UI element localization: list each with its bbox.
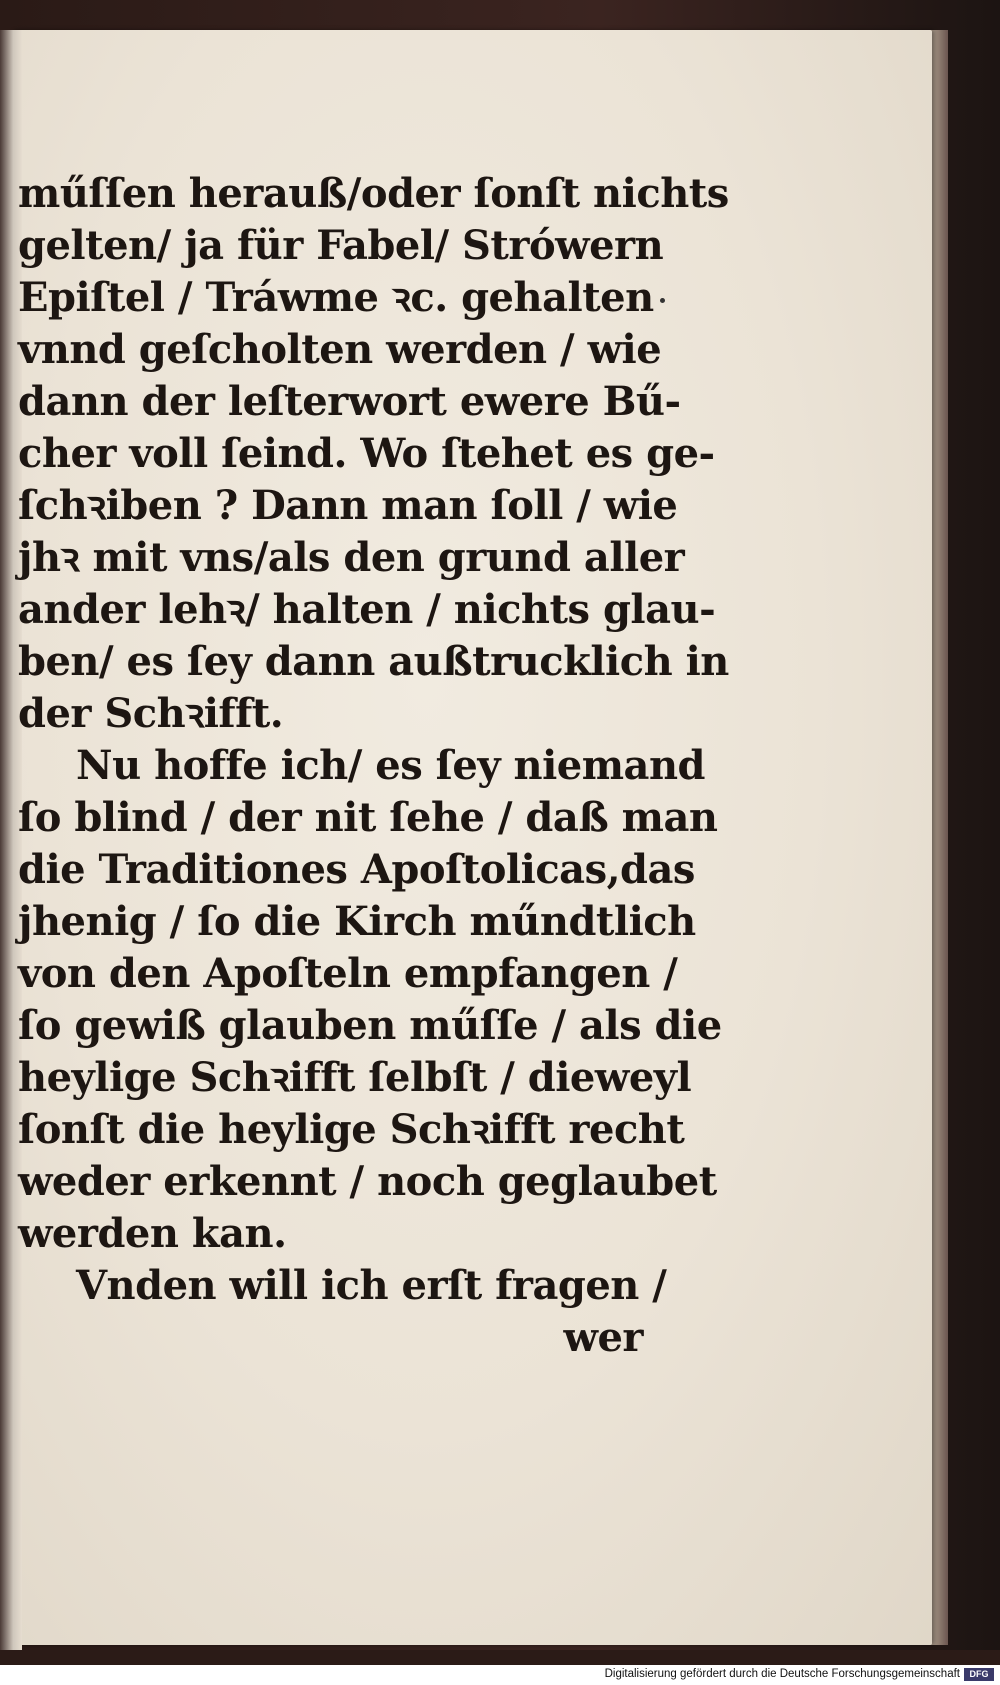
- text-line: ſo gewiß glauben műſſe / als die: [18, 1002, 722, 1049]
- text-line: ander lehꝛ/ halten / nichts glau-: [18, 586, 716, 633]
- text-line: jhꝛ mit vns/als den grund aller: [18, 534, 685, 581]
- text-line: ſonſt die heylige Schꝛifft recht: [18, 1106, 685, 1153]
- text-line: gelten/ ja für Fabel/ Strówern: [18, 222, 664, 269]
- text-line: jhenig / ſo die Kirch műndtlich: [18, 898, 696, 945]
- text-line: Epiſtel / Tráwme ꝛc. gehalten: [18, 274, 654, 321]
- text-line: weder erkennt / noch geglaubet: [18, 1158, 717, 1205]
- text-line: der Schꝛifft.: [18, 690, 284, 737]
- text-line: műſſen herauß/oder ſonſt nichts: [18, 170, 729, 217]
- text-line: werden kan.: [18, 1210, 287, 1257]
- page-text-block: [18, 168, 729, 1364]
- dfg-logo: DFG: [964, 1668, 994, 1681]
- text-line: die Traditiones Apoſtolicas,das: [18, 846, 695, 893]
- ink-dot: [660, 298, 665, 303]
- text-line: vnnd geſcholten werden / wie: [18, 326, 662, 373]
- text-line: ſchꝛiben ? Dann man ſoll / wie: [18, 482, 678, 529]
- text-line: Vnden will ich erſt fragen /: [76, 1262, 667, 1309]
- text-line: wer: [563, 1314, 643, 1361]
- text-line: dann der leſterwort ewere Bű-: [18, 378, 681, 425]
- text-line: von den Apoſteln empfangen /: [18, 950, 678, 997]
- scan-bottom-strip: [0, 1650, 1000, 1665]
- text-line: heylige Schꝛifft ſelbſt / dieweyl: [18, 1054, 692, 1101]
- text-line: ben/ es ſey dann außtrucklich in: [18, 638, 729, 685]
- footer-bar: [0, 1665, 1000, 1685]
- text-line: cher voll ſeind. Wo ſtehet es ge-: [18, 430, 715, 477]
- text-line: ſo blind / der nit ſehe / daß man: [18, 794, 718, 841]
- footer-credit: Digitalisierung gefördert durch die Deutsche Forschungsgemeinschaft: [604, 1668, 960, 1680]
- text-line: Nu hoffe ich/ es ſey niemand: [76, 742, 706, 789]
